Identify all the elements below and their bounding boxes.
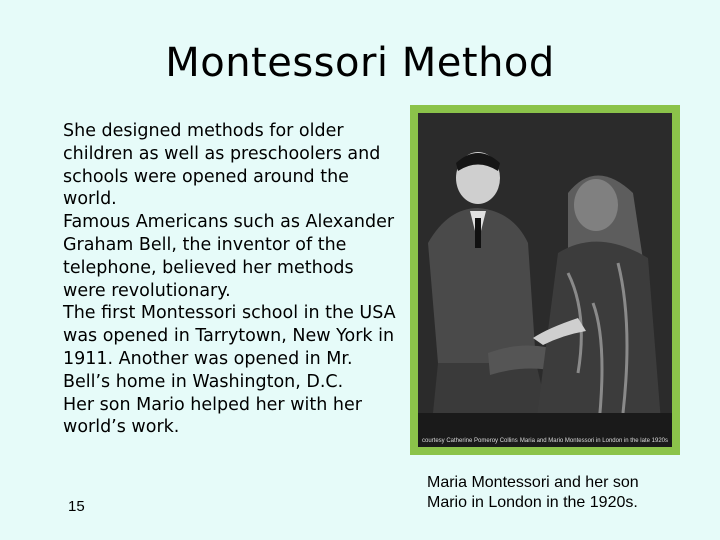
paragraph-1: She designed methods for older children as well as preschoolers and schools were opened around the world.	[63, 121, 381, 210]
photo-inscription: Maria and Mario Montessori in London in the late 1920s	[519, 438, 668, 444]
photo-caption: Maria Montessori and her son Mario in London in the 1920s.	[427, 474, 639, 511]
photo-illustration	[418, 113, 672, 447]
paragraph-2: Famous Americans such as Alexander Graham Bell, the inventor of the telephone, believed her methods were revolutionary.	[63, 212, 395, 301]
photo	[418, 113, 672, 447]
paragraph-4: Her son Mario helped her with her world’s work.	[63, 394, 362, 438]
photo-frame	[410, 105, 680, 455]
body-text	[63, 120, 398, 439]
photo-credit: courtesy Catherine Pomeroy Collins	[422, 438, 518, 444]
paragraph-3: The first Montessori school in the USA was opened in Tarrytown, New York in 1911. Another was opened in Mr. Bell’s home in Washington, D.C.	[63, 303, 396, 392]
page-number: 15	[68, 498, 85, 515]
slide-title: Montessori Method	[165, 40, 555, 86]
